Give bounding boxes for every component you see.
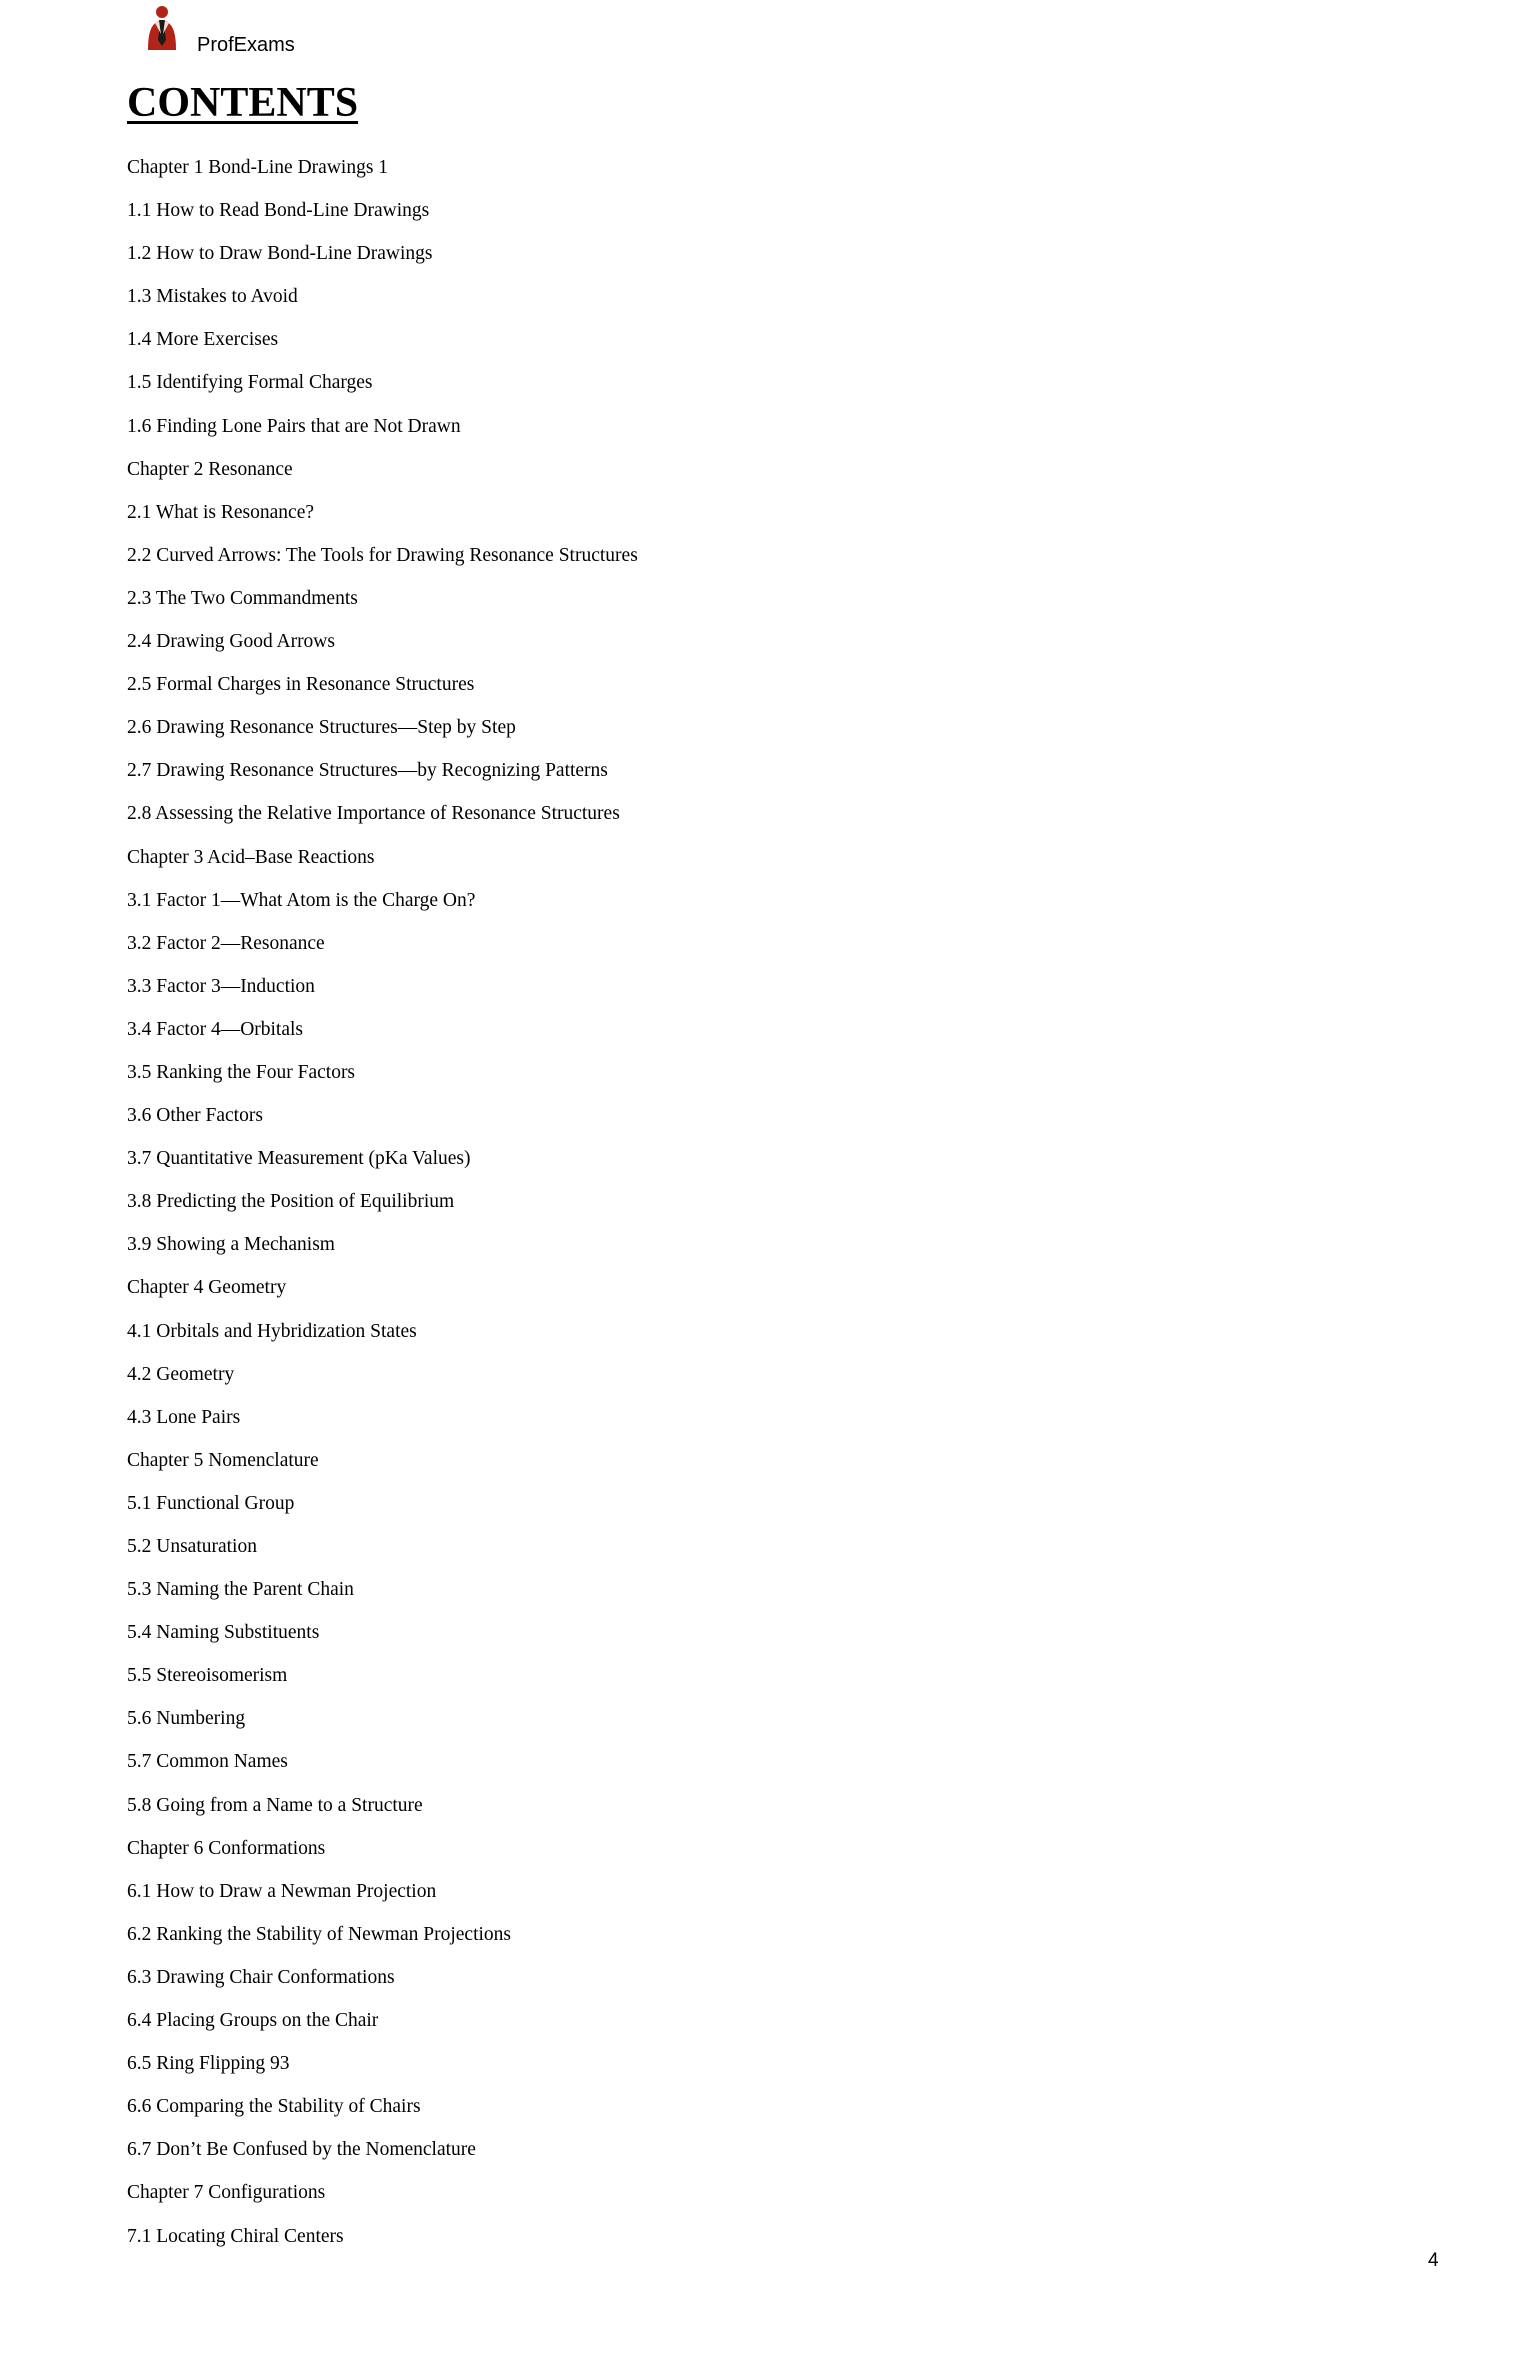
toc-section-entry: 6.2 Ranking the Stability of Newman Projections — [127, 1923, 511, 1945]
table-of-contents — [127, 153, 638, 2265]
toc-chapter-entry: Chapter 1 Bond-Line Drawings 1 — [127, 157, 389, 178]
toc-chapter-entry: Chapter 5 Nomenclature — [127, 1449, 319, 1471]
toc-section-entry: 6.7 Don’t Be Confused by the Nomenclature — [127, 2139, 476, 2161]
toc-section-entry: 1.4 More Exercises — [127, 329, 279, 351]
toc-section-entry: 3.9 Showing a Mechanism — [127, 1234, 335, 1256]
toc-section-entry: 5.5 Stereoisomerism — [127, 1665, 288, 1687]
toc-section-entry: 5.4 Naming Substituents — [127, 1622, 320, 1644]
page-number: 4 — [1428, 2250, 1439, 2271]
page-header — [128, 0, 528, 66]
toc-section-entry: 6.5 Ring Flipping 93 — [127, 2053, 290, 2075]
toc-section-entry: 7.1 Locating Chiral Centers — [127, 2225, 344, 2247]
toc-section-entry: 2.7 Drawing Resonance Structures—by Recognizing Patterns — [127, 760, 608, 782]
toc-section-entry: 2.4 Drawing Good Arrows — [127, 631, 335, 653]
toc-section-entry: 2.6 Drawing Resonance Structures—Step by Step — [127, 717, 516, 739]
toc-chapter-entry: Chapter 7 Configurations — [127, 2182, 326, 2204]
toc-section-entry: 5.8 Going from a Name to a Structure — [127, 1794, 423, 1816]
toc-section-entry: 6.1 How to Draw a Newman Projection — [127, 1880, 437, 1902]
toc-section-entry: 5.3 Naming the Parent Chain — [127, 1579, 354, 1601]
toc-section-entry: 1.2 How to Draw Bond-Line Drawings — [127, 243, 433, 265]
toc-chapter-entry: Chapter 3 Acid–Base Reactions — [127, 846, 375, 868]
toc-section-entry: 3.1 Factor 1—What Atom is the Charge On? — [127, 889, 476, 911]
toc-section-entry: 3.8 Predicting the Position of Equilibrium — [127, 1191, 455, 1213]
toc-section-entry: 4.2 Geometry — [127, 1363, 235, 1385]
toc-section-entry: 6.3 Drawing Chair Conformations — [127, 1966, 395, 1988]
page-title: CONTENTS — [127, 80, 359, 126]
brand-name: ProfExams — [197, 34, 295, 56]
toc-section-entry: 2.8 Assessing the Relative Importance of Resonance Structures — [127, 803, 620, 825]
toc-section-entry: 1.1 How to Read Bond-Line Drawings — [127, 200, 430, 222]
toc-section-entry: 4.1 Orbitals and Hybridization States — [127, 1320, 417, 1342]
toc-section-entry: 2.2 Curved Arrows: The Tools for Drawing Resonance Structures — [127, 544, 638, 566]
toc-section-entry: 5.6 Numbering — [127, 1708, 246, 1730]
toc-chapter-entry: Chapter 4 Geometry — [127, 1277, 287, 1299]
toc-section-entry: 1.6 Finding Lone Pairs that are Not Drawn — [127, 415, 461, 437]
toc-section-entry: 3.7 Quantitative Measurement (pKa Values) — [127, 1148, 471, 1170]
toc-section-entry: 1.3 Mistakes to Avoid — [127, 286, 298, 308]
toc-section-entry: 1.5 Identifying Formal Charges — [127, 372, 373, 394]
toc-section-entry: 3.5 Ranking the Four Factors — [127, 1061, 356, 1083]
toc-section-entry: 4.3 Lone Pairs — [127, 1406, 241, 1428]
toc-chapter-entry: Chapter 6 Conformations — [127, 1837, 326, 1859]
toc-section-entry: 3.2 Factor 2—Resonance — [127, 932, 325, 954]
toc-chapter-entry: Chapter 2 Resonance — [127, 458, 293, 480]
toc-section-entry: 6.4 Placing Groups on the Chair — [127, 2010, 379, 2032]
toc-section-entry: 3.3 Factor 3—Induction — [127, 975, 315, 997]
toc-section-entry: 3.6 Other Factors — [127, 1105, 263, 1127]
toc-section-entry: 5.1 Functional Group — [127, 1492, 295, 1514]
toc-section-entry: 6.6 Comparing the Stability of Chairs — [127, 2096, 421, 2118]
toc-section-entry: 2.1 What is Resonance? — [127, 501, 315, 523]
toc-section-entry: 2.5 Formal Charges in Resonance Structures — [127, 674, 475, 696]
toc-section-entry: 2.3 The Two Commandments — [127, 587, 358, 609]
toc-section-entry: 5.2 Unsaturation — [127, 1536, 257, 1557]
toc-section-entry: 5.7 Common Names — [127, 1751, 288, 1773]
toc-section-entry: 3.4 Factor 4—Orbitals — [127, 1018, 304, 1040]
person-with-tie-logo-icon — [142, 4, 182, 50]
